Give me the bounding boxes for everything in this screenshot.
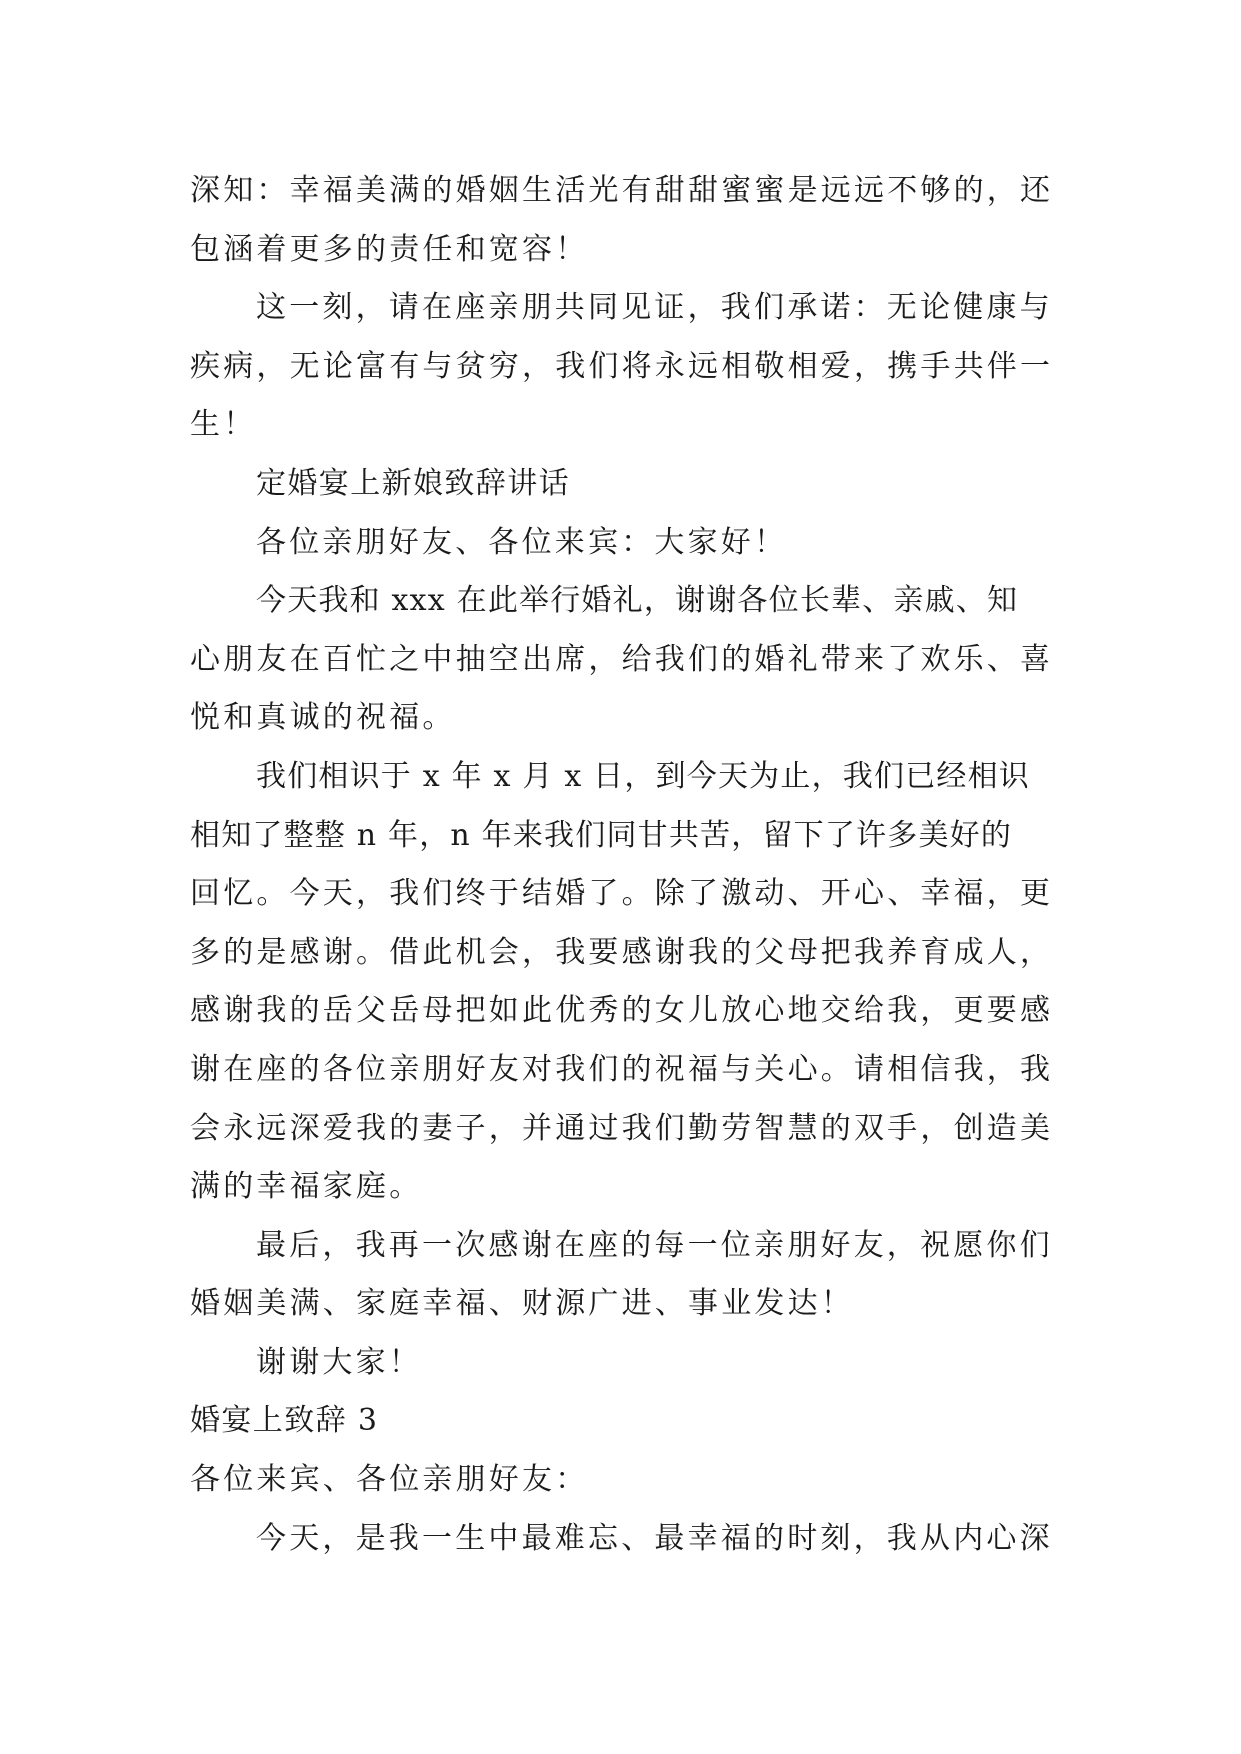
section-heading: 定婚宴上新娘致辞讲话 (256, 465, 570, 501)
text-line: 疾病，无论富有与贫穷，我们将永远相敬相爱，携手共伴一 (190, 348, 1054, 384)
text-line: 包涵着更多的责任和宽容！ (190, 231, 589, 267)
text-line: 最后，我再一次感谢在座的每一位亲朋好友，祝愿你们 (256, 1227, 1053, 1263)
text-line: 多的是感谢。借此机会，我要感谢我的父母把我养育成人， (190, 934, 1054, 970)
text-line: 今天，是我一生中最难忘、最幸福的时刻，我从内心深 (256, 1520, 1053, 1556)
text-line: 今天我和 xxx 在此举行婚礼，谢谢各位长辈、亲戚、知 (256, 583, 1019, 619)
text-line: 会永远深爱我的妻子，并通过我们勤劳智慧的双手，创造美 (190, 1110, 1054, 1146)
text-line: 谢在座的各位亲朋好友对我们的祝福与关心。请相信我，我 (190, 1051, 1054, 1087)
text-line: 婚姻美满、家庭幸福、财源广进、事业发达！ (190, 1286, 854, 1322)
section-heading: 婚宴上致辞 3 (190, 1403, 379, 1439)
text-line: 回忆。今天，我们终于结婚了。除了激动、开心、幸福，更 (190, 876, 1054, 912)
text-line: 满的幸福家庭。 (190, 1169, 423, 1205)
text-line: 相知了整整 n 年，n 年来我们同甘共苦，留下了许多美好的 (190, 817, 1013, 853)
text-line: 感谢我的岳父岳母把如此优秀的女儿放心地交给我，更要感 (190, 993, 1054, 1029)
text-line: 谢谢大家！ (256, 1344, 422, 1380)
text-line: 这一刻，请在座亲朋共同见证，我们承诺：无论健康与 (256, 290, 1053, 326)
text-line: 各位来宾、各位亲朋好友： (190, 1462, 589, 1498)
text-line: 深知：幸福美满的婚姻生活光有甜甜蜜蜜是远远不够的，还 (190, 173, 1054, 208)
text-line: 生！ (190, 407, 257, 443)
text-line: 心朋友在百忙之中抽空出席，给我们的婚礼带来了欢乐、喜 (190, 641, 1054, 677)
text-line: 悦和真诚的祝福。 (190, 700, 456, 736)
text-line: 我们相识于 x 年 x 月 x 日，到今天为止，我们已经相识 (256, 758, 1030, 794)
text-line: 各位亲朋好友、各位来宾：大家好！ (256, 524, 788, 560)
document-body (190, 162, 1070, 1568)
